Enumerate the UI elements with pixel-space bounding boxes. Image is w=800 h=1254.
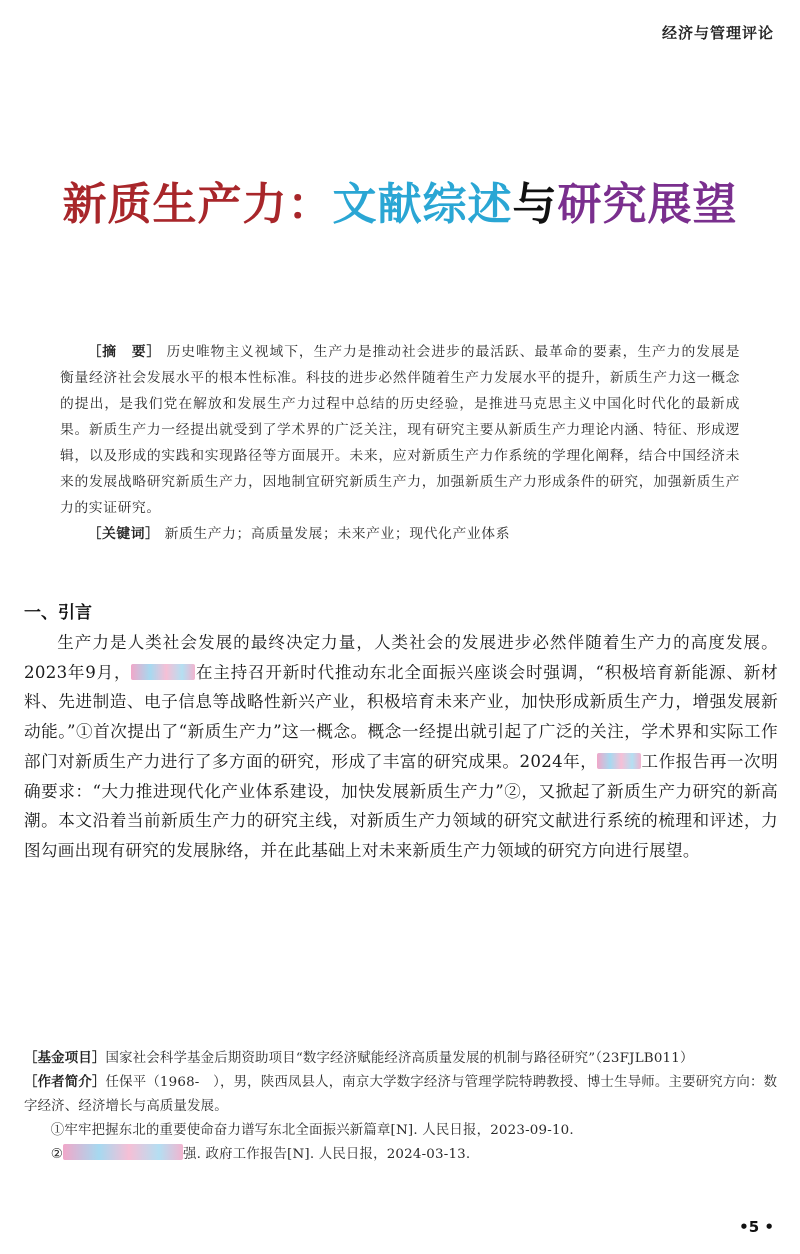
title-part-1: 新质生产力： [62, 179, 333, 230]
redacted-word [597, 753, 641, 769]
intro-body [24, 628, 778, 866]
page-number: •5 • [739, 1218, 774, 1236]
footnotes-block [24, 1047, 780, 1167]
author-text: 任保平（1968- ），男，陕西凤县人，南京大学数字经济与管理学院特聘教授、博士生导师。主要研究方向：数字经济、经济增长与高质量发展。 [24, 1075, 778, 1114]
author-label: ［作者简介］ [24, 1075, 106, 1090]
abstract-block [60, 339, 740, 547]
intro-paragraph [24, 628, 778, 866]
keywords-line [60, 521, 740, 547]
title-part-3: 与 [512, 179, 558, 230]
footnote-2-text: 强. 政府工作报告[N]. 人民日报，2024-03-13. [183, 1147, 471, 1162]
intro-segment-1: 生产力是人类社会发展的最终决定力量，人类社会的发展进步必然伴随着生产力的高度发展。2023年9月， [24, 633, 778, 682]
fund-text: 国家社会科学基金后期资助项目“数字经济赋能经济高质量发展的机制与路径研究”（23FJLB011） [105, 1051, 694, 1066]
abstract-paragraph [60, 339, 740, 521]
footnote-1: ①牢牢把握东北的重要使命奋力谱写东北全面振兴新篇章[N]. 人民日报，2023-09-10. [50, 1123, 574, 1138]
fund-label: ［基金项目］ [24, 1051, 106, 1066]
section-heading-intro: 一、引言 [24, 603, 92, 623]
keywords-label: ［关键词］ [87, 526, 160, 542]
redacted-name [131, 664, 195, 680]
fund-note [24, 1047, 780, 1071]
footnote-2 [24, 1143, 780, 1167]
title-part-2: 文献综述 [332, 179, 513, 230]
footnote-2-prefix: ② [50, 1147, 64, 1162]
journal-name: 经济与管理评论 [661, 24, 774, 42]
abstract-label: ［摘 要］ [87, 344, 162, 360]
intro-segment-2: 在主持召开新时代推动东北全面振兴座谈会时强调，“积极培育新能源、新材料、先进制造、电子信息等战略性新兴产业，积极培育未来产业，加快形成新质生产力，增强发展新动能。”①首次提出了“新质生产力”这一概念。概念一经提出就引起了广泛的关注，学术界和实际工作部门对新质生产力进行了多方面的研究，形成了丰富的研究成果。2024年， [24, 662, 778, 771]
author-note [24, 1071, 780, 1119]
intro-segment-3: 工作报告再一次明确要求：“大力推进现代化产业体系建设，加快发展新质生产力”②，又掀起了新质生产力研究的新高潮。本文沿着当前新质生产力的研究主线，对新质生产力领域的研究文献进行系统的梳理和评述，力图勾画出现有研究的发展脉络，并在此基础上对未来新质生产力领域的研究方向进行展望。 [24, 751, 778, 860]
article-title [0, 168, 800, 232]
keywords-text: 新质生产力；高质量发展；未来产业；现代化产业体系 [164, 526, 511, 542]
redacted-author [63, 1144, 183, 1160]
abstract-text: 历史唯物主义视域下，生产力是推动社会进步的最活跃、最革命的要素，生产力的发展是衡量经济社会发展水平的根本性标准。科技的进步必然伴随着生产力发展水平的提升，新质生产力这一概念的提出，是我们党在解放和发展生产力过程中总结的历史经验，是推进马克思主义中国化时代化的最新成果。新质生产力一经提出就受到了学术界的广泛关注，现有研究主要从新质生产力理论内涵、特征、形成逻辑，以及形成的实践和实现路径等方面展开。未来，应对新质生产力作系统的学理化阐释，结合中国经济未来的发展战略研究新质生产力，因地制宜研究新质生产力，加强新质生产力形成条件的研究，加强新质生产力的实证研究。 [60, 344, 740, 516]
title-part-4: 研究展望 [557, 179, 738, 230]
